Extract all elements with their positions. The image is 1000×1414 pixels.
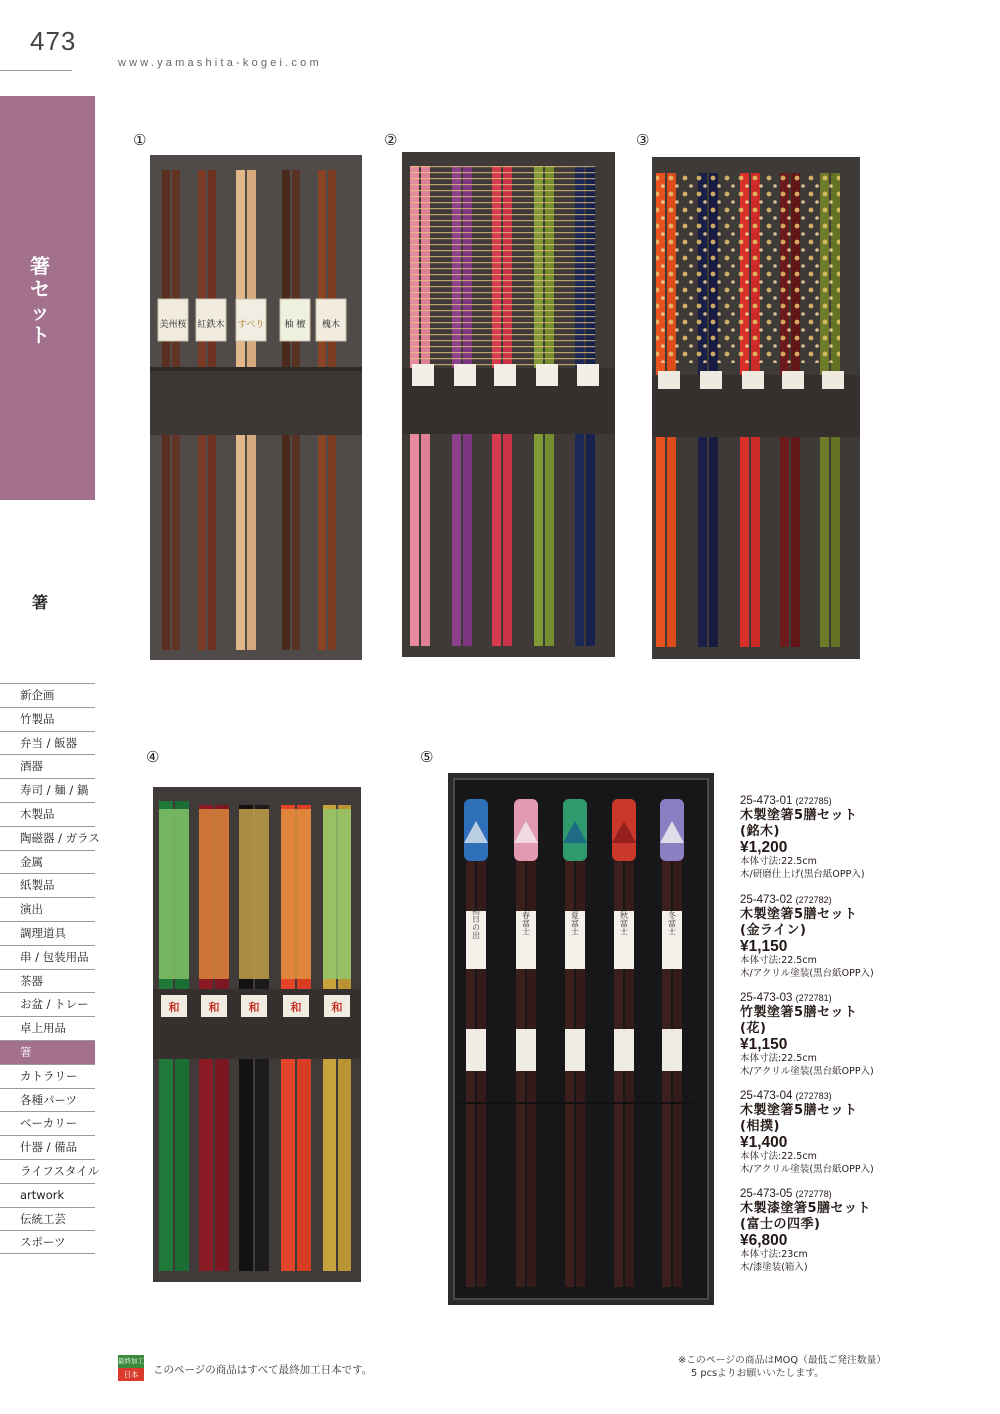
nav-item[interactable]: 紙製品 xyxy=(0,873,95,897)
moq-line-1: ※このページの商品はMOQ（最低ご発注数量） xyxy=(678,1355,887,1366)
product-size: 本体寸法:22.5cm xyxy=(740,856,817,867)
nav-item[interactable]: 什器 / 備品 xyxy=(0,1135,95,1159)
product-price: ¥1,150 xyxy=(740,938,788,955)
chopsticks-flower-image xyxy=(652,157,860,659)
nav-item[interactable]: お盆 / トレー xyxy=(0,992,95,1016)
band-label: 和 xyxy=(208,1001,220,1014)
product-number: ② xyxy=(384,131,398,149)
band-label: 和 xyxy=(290,1001,302,1014)
chopsticks-goldline-image xyxy=(402,152,615,657)
fuji-label: 冬富士 xyxy=(667,911,677,935)
nav-item[interactable]: 寿司 / 麺 / 鍋 xyxy=(0,778,95,802)
nav-item[interactable]: 新企画 xyxy=(0,683,95,707)
nav-item[interactable]: 各種パーツ xyxy=(0,1088,95,1112)
wood-label: 紅鉄木 xyxy=(197,320,225,330)
nav-item[interactable]: ベーカリー xyxy=(0,1111,95,1135)
nav-item[interactable]: スポーツ xyxy=(0,1230,95,1254)
wood-label: 美州桜 xyxy=(159,320,187,330)
nav-item[interactable]: 串 / 包装用品 xyxy=(0,945,95,969)
nav-item[interactable]: カトラリー xyxy=(0,1064,95,1088)
band-label: 和 xyxy=(168,1001,180,1014)
product-subcode: (272783) xyxy=(795,1091,832,1101)
product-material: 木/アクリル塗装(黒台紙OPP入) xyxy=(740,1163,874,1175)
product-info-3 xyxy=(740,991,990,1078)
product-variant: (相撲) xyxy=(740,1118,780,1134)
moq-note xyxy=(678,1354,886,1380)
page-number: 473 xyxy=(30,26,77,56)
nav-item[interactable]: ライフスタイル xyxy=(0,1159,95,1183)
chopsticks-fuji-image xyxy=(448,773,714,1305)
fuji-label: 夏富士 xyxy=(570,911,580,935)
wood-label: すべり xyxy=(237,320,265,330)
nav-item[interactable]: artwork xyxy=(0,1183,95,1207)
product-code: 25-473-02 xyxy=(740,894,793,906)
chopsticks-sumo-image xyxy=(153,787,361,1282)
product-variant: (花) xyxy=(740,1020,767,1036)
fuji-label: 春富士 xyxy=(521,911,531,935)
section-title: 箸セット xyxy=(30,254,50,347)
product-name: 木製塗箸5膳セット xyxy=(740,907,858,922)
product-subcode: (272785) xyxy=(795,796,832,806)
wood-label: 槐木 xyxy=(321,320,341,330)
category-label: 箸 xyxy=(32,593,49,612)
product-price: ¥1,150 xyxy=(740,1036,788,1053)
product-size: 本体寸法:22.5cm xyxy=(740,1053,817,1064)
nav-item[interactable]: 陶磁器 / ガラス xyxy=(0,826,95,850)
wood-label: 柚 檀 xyxy=(284,320,306,330)
moq-line-2: 5 pcsよりお願いいたします。 xyxy=(691,1368,825,1379)
nav-item[interactable]: 弁当 / 飯器 xyxy=(0,731,95,755)
nav-item[interactable]: 金属 xyxy=(0,850,95,874)
product-number: ① xyxy=(133,131,147,149)
product-variant: (金ライン) xyxy=(740,922,807,938)
product-code: 25-473-05 xyxy=(740,1188,793,1200)
product-code: 25-473-04 xyxy=(740,1090,793,1102)
product-info-1 xyxy=(740,794,990,881)
product-variant: (銘木) xyxy=(740,823,780,839)
nav-item[interactable]: 酒器 xyxy=(0,754,95,778)
site-url[interactable]: www.yamashita-kogei.com xyxy=(118,57,322,69)
nav-item[interactable]: 演出 xyxy=(0,897,95,921)
product-info-2 xyxy=(740,893,990,980)
product-photo-3 xyxy=(652,157,860,659)
nav-item-active[interactable]: 箸 xyxy=(0,1040,95,1064)
nav-item[interactable]: 竹製品 xyxy=(0,707,95,731)
product-code: 25-473-01 xyxy=(740,795,793,807)
chopsticks-wood-image xyxy=(150,155,362,660)
product-name: 木製塗箸5膳セット xyxy=(740,808,858,823)
product-number: ③ xyxy=(636,131,650,149)
product-price: ¥6,800 xyxy=(740,1232,788,1249)
product-material: 木/アクリル塗装(黒台紙OPP入) xyxy=(740,1065,874,1077)
product-code: 25-473-03 xyxy=(740,992,793,1004)
product-material: 木/漆塗装(箱入) xyxy=(740,1261,808,1273)
product-info-5 xyxy=(740,1187,990,1274)
badge-bottom-label: 日本 xyxy=(118,1368,144,1381)
nav-item[interactable]: 調理道具 xyxy=(0,921,95,945)
product-size: 本体寸法:23cm xyxy=(740,1249,808,1260)
band-label: 和 xyxy=(248,1001,260,1014)
category-nav xyxy=(0,683,100,1254)
product-variant: (富士の四季) xyxy=(740,1216,821,1232)
band-label: 和 xyxy=(331,1001,343,1014)
product-info-4 xyxy=(740,1089,990,1176)
product-photo-5 xyxy=(448,773,714,1305)
page-number-rule xyxy=(0,70,72,71)
product-size: 本体寸法:22.5cm xyxy=(740,1151,817,1162)
nav-item[interactable]: 卓上用品 xyxy=(0,1016,95,1040)
product-name: 木製漆塗箸5膳セット xyxy=(740,1201,872,1216)
fuji-label: 初日の出 xyxy=(471,907,481,939)
badge-top-label: 最終加工 xyxy=(118,1355,144,1368)
product-price: ¥1,400 xyxy=(740,1134,788,1151)
product-photo-1 xyxy=(150,155,362,660)
product-subcode: (272782) xyxy=(795,895,832,905)
footer-note: このページの商品はすべて最終加工日本です。 xyxy=(153,1364,373,1376)
nav-item[interactable]: 茶器 xyxy=(0,969,95,993)
product-name: 木製塗箸5膳セット xyxy=(740,1103,858,1118)
product-number: ④ xyxy=(146,748,160,766)
nav-item[interactable]: 木製品 xyxy=(0,802,95,826)
fuji-label: 秋富士 xyxy=(619,911,629,935)
product-subcode: (272778) xyxy=(795,1189,832,1199)
product-size: 本体寸法:22.5cm xyxy=(740,955,817,966)
product-material: 木/アクリル塗装(黒台紙OPP入) xyxy=(740,967,874,979)
product-photo-2 xyxy=(402,152,615,657)
product-price: ¥1,200 xyxy=(740,839,788,856)
product-photo-4 xyxy=(153,787,361,1282)
product-subcode: (272781) xyxy=(795,993,832,1003)
product-name: 竹製塗箸5膳セット xyxy=(740,1005,858,1020)
product-number: ⑤ xyxy=(420,748,434,766)
product-material: 木/研磨仕上げ(黒台紙OPP入) xyxy=(740,868,865,880)
made-in-japan-badge xyxy=(118,1355,144,1381)
nav-item[interactable]: 伝統工芸 xyxy=(0,1207,95,1231)
